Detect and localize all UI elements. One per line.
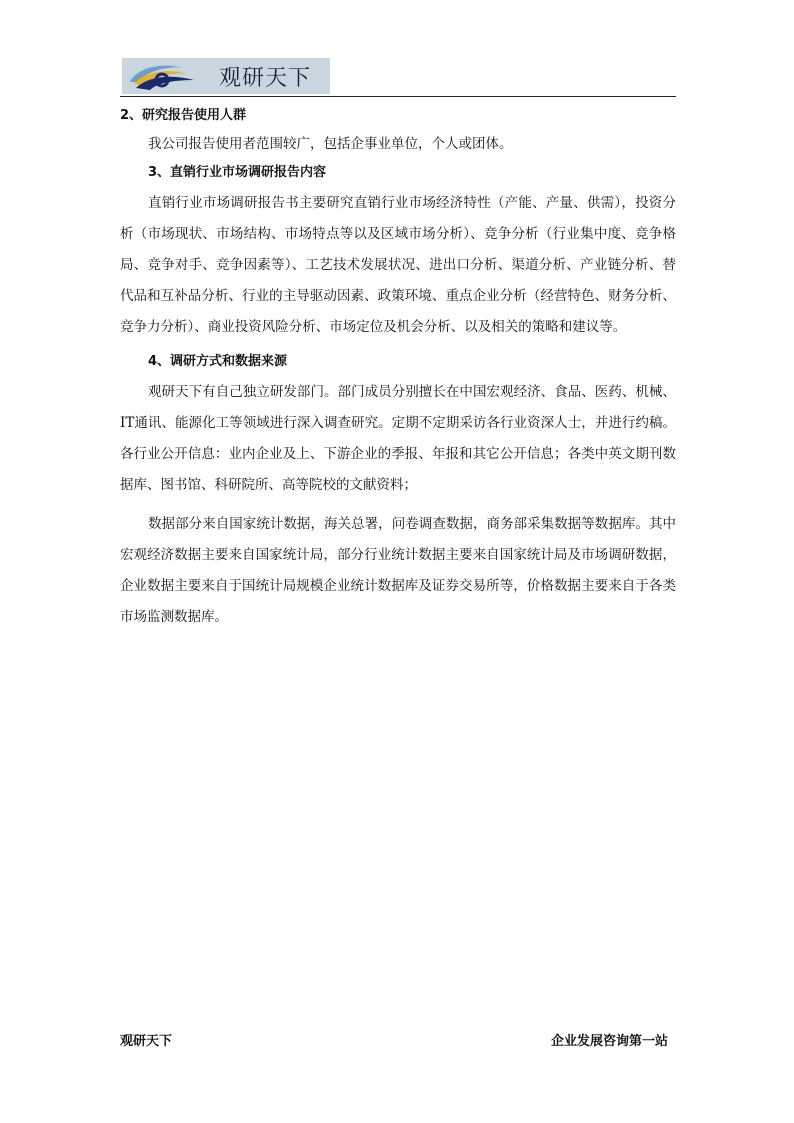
logo-swirl-icon [122,58,200,94]
section-heading-2: 2、研究报告使用人群 [120,108,247,123]
document-body [120,103,676,633]
logo-text: 观研天下 [200,58,330,94]
section-4-paragraph-2: 数据部分来自国家统计数据，海关总署，问卷调查数据，商务部采集数据等数据库。其中宏观经济数据主要来自国家统计局，部分行业统计数据主要来自国家统计局及市场调研数据，企业数据主要来自于国统计局规模企业统计数据库及证券交易所等，价格数据主要来自于各类市场监测数据库。 [120,516,676,625]
section-2-paragraph: 我公司报告使用者范围较广，包括企事业单位，个人或团体。 [148,136,513,152]
section-heading-4: 4、调研方式和数据来源 [148,354,288,369]
footer-right-text: 企业发展咨询第一站 [550,1034,668,1049]
section-4-paragraph-1: 观研天下有自己独立研发部门。部门成员分别擅长在中国宏观经济、食品、医药、机械、IT通讯、能源化工等领域进行深入调查研究。定期不定期采访各行业资深人士，并进行约稿。各行业公开信息：业内企业及上、下游企业的季报、年报和其它公开信息；各类中英文期刊数据库、图书馆、科研院所、高等院校的文献资料； [120,384,676,493]
section-heading-3: 3、直销行业市场调研报告内容 [148,165,327,180]
page-footer [120,1030,668,1049]
header-divider [120,96,676,97]
section-3-paragraph: 直销行业市场调研报告书主要研究直销行业市场经济特性（产能、产量、供需），投资分析（市场现状、市场结构、市场特点等以及区域市场分析）、竞争分析（行业集中度、竞争格局、竞争对手、竞争因素等）、工艺技术发展状况、进出口分析、渠道分析、产业链分析、替代品和互补品分析、行业的主导驱动因素、政策环境、重点企业分析（经营特色、财务分析、竞争力分析）、商业投资风险分析、市场定位及机会分析、以及相关的策略和建议等。 [120,195,676,335]
brand-logo [122,58,330,94]
footer-left-text: 观研天下 [120,1034,173,1049]
